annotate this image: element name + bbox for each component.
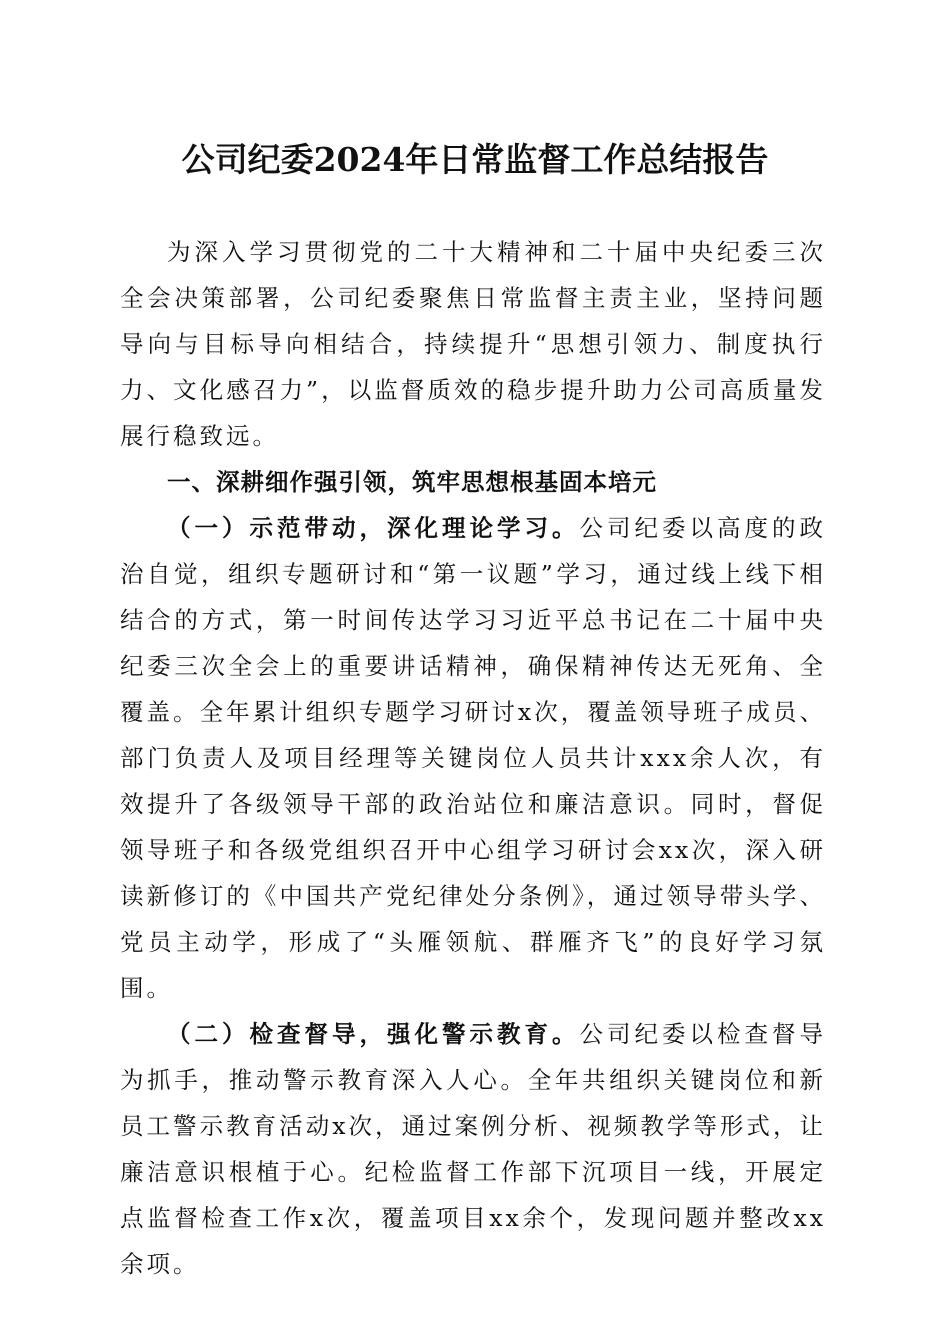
section1-item2-paragraph: [120, 1011, 826, 1287]
section1-item2-lead: （二）检查督导，强化警示教育。: [167, 1020, 580, 1048]
section1-item2-text: 公司纪委以检查督导为抓手，推动警示教育深入人心。全年共组织关键岗位和新员工警示教育活动x次，通过案例分析、视频教学等形式，让廉洁意识根植于心。纪检监督工作部下沉项目一线，开展定点监督检查工作x次，覆盖项目xx余个，发现问题并整改xx余项。: [120, 1020, 826, 1278]
document-body: [120, 229, 826, 1287]
section1-item1-lead: （一）示范带动，深化理论学习。: [167, 514, 580, 542]
section1-item1-text: 公司纪委以高度的政治自觉，组织专题研讨和“第一议题”学习，通过线上线下相结合的方式，第一时间传达学习习近平总书记在二十届中央纪委三次全会上的重要讲话精神，确保精神传达无死角、全覆盖。全年累计组织专题学习研讨x次，覆盖领导班子成员、部门负责人及项目经理等关键岗位人员共计xxx余人次，有效提升了各级领导干部的政治站位和廉洁意识。同时，督促领导班子和各级党组织召开中心组学习研讨会xx次，深入研读新修订的《中国共产党纪律处分条例》，通过领导带头学、党员主动学，形成了“头雁领航、群雁齐飞”的良好学习氛围。: [120, 514, 826, 1002]
section-heading-1: 一、深耕细作强引领，筑牢思想根基固本培元: [167, 468, 657, 496]
document-title: 公司纪委2024年日常监督工作总结报告: [181, 140, 769, 179]
section1-item1-paragraph: [120, 505, 826, 1011]
intro-paragraph: 为深入学习贯彻党的二十大精神和二十届中央纪委三次全会决策部署，公司纪委聚焦日常监督主责主业，坚持问题导向与目标导向相结合，持续提升“思想引领力、制度执行力、文化感召力”，以监督质效的稳步提升助力公司高质量发展行稳致远。: [120, 238, 826, 450]
